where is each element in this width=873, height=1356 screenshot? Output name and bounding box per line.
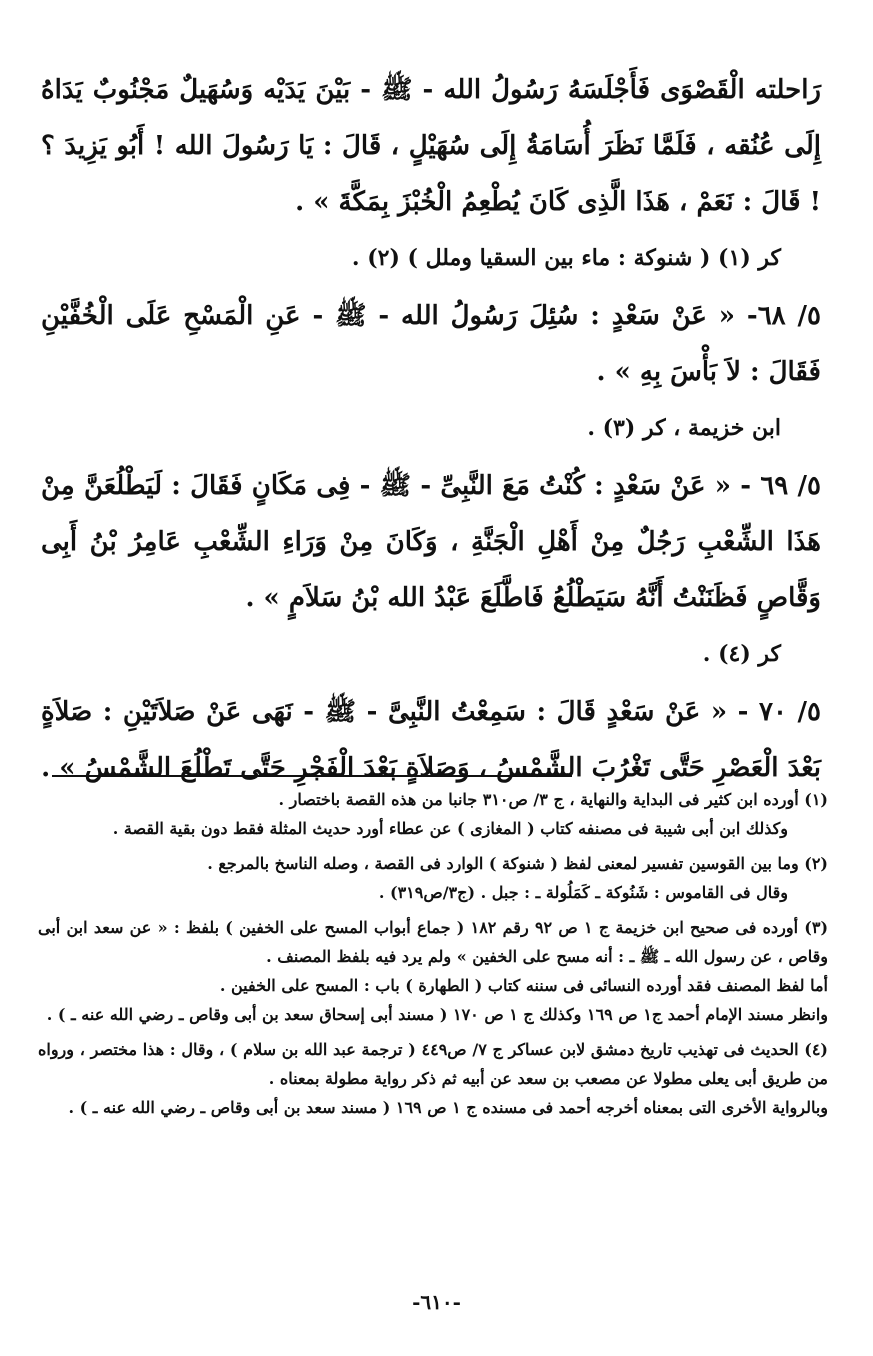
footnote-2-continued: وقال فى القاموس : شَنُوكة ـ كَمَلُولة ـ : جبل . (ج٣/ص٣١٩) .	[378, 883, 788, 902]
footnote-3-continued: أما لفظ المصنف فقد أورده النسائى فى سننه كتاب ( الطهارة ) باب : المسح على الخفين .	[219, 976, 828, 995]
source-line-68: ابن خزيمة ، كر (٣) .	[587, 415, 781, 441]
footnotes	[38, 785, 828, 1122]
footnote-separator	[52, 775, 572, 777]
footnote-3: (٣) أورده فى صحيح ابن خزيمة ج ١ ص ٩٢ رقم ١٨٢ ( جماع أبواب المسح على الخفين ) بلفظ : « عن سعد ابن أبى وقاص ، عن رسول الله ـ ﷺ ـ : أنه مسح على الخفين » ولم يرد فيه بلفظ المصنف .	[38, 918, 829, 966]
paragraph-story-end: رَاحلته الْقَصْوَى فَأَجْلَسَهُ رَسُولُ الله - ﷺ - بَيْنَ يَدَيْه وَسُهَيلٌ مَجْنُوبٌ يَدَاهُ إِلَى عُنُقه ، فَلَمَّا نَظَرَ أُسَامَةُ إِلَى سُهَيْلٍ ، قَالَ : يَا رَسُولَ الله ! أَبُو يَزِيدَ ؟ ! قَالَ : نَعَمْ ، هَذَا الَّذِى كَانَ يُطْعِمُ الْخُبْزَ بِمَكَّةَ » .	[41, 75, 821, 217]
footnote-1-continued: وكذلك ابن أبى شيبة فى مصنفه كتاب ( المغازى ) عن عطاء أورد حديث المثلة فقط دون بقية القصة .	[112, 819, 788, 838]
footnote-2: (٢) وما بين القوسين تفسير لمعنى لفظ ( شنوكة ) الوارد فى القصة ، وصله الناسخ بالمرجع .	[207, 854, 828, 873]
footnote-1: (١) أورده ابن كثير فى البداية والنهاية ، ج ٣/ ص٣١٠ جانبا من هذه القصة باختصار .	[278, 790, 828, 809]
source-line-1: كر (١) ( شنوكة : ماء بين السقيا وملل ) (٢) .	[351, 245, 781, 271]
hadith-70: ٥/ ٧٠ - « عَنْ سَعْدٍ قَالَ : سَمِعْتُ النَّبِىَّ - ﷺ - نَهَى عَنْ صَلاَتَيْنِ : صَلاَةٍ بَعْدَ الْعَصْرِ حَتَّى تَغْرُبَ الشَّمْسُ ، وَصَلاَةٍ بَعْدَ الْفَجْرِ حَتَّى تَطْلُعَ الشَّمْسُ » .	[41, 697, 821, 783]
hadith-69: ٥/ ٦٩ - « عَنْ سَعْدٍ : كُنْتُ مَعَ النَّبِىِّ - ﷺ - فِى مَكَانٍ فَقَالَ : لَيَطْلُعَنَّ مِنْ هَذَا الشِّعْبِ رَجُلٌ مِنْ أَهْلِ الْجَنَّةِ ، وَكَانَ مِنْ وَرَاءِ الشِّعْبِ عَامِرُ بْنُ أَبِى وَقَّاصٍ فَظَنَنْتُ أَنَّهُ سَيَطْلُعُ فَاطَّلَعَ عَبْدُ الله بْنُ سَلاَمٍ » .	[41, 471, 821, 613]
source-line-69: كر (٤) .	[702, 641, 781, 667]
hadith-68: ٥/ ٦٨- « عَنْ سَعْدٍ : سُئِلَ رَسُولُ الله - ﷺ - عَنِ الْمَسْحِ عَلَى الْخُفَّيْنِ فَقَالَ : لاَ بَأْسَ بِهِ » .	[41, 301, 821, 387]
footnote-4: (٤) الحديث فى تهذيب تاريخ دمشق لابن عساكر ج ٧/ ص٤٤٩ ( ترجمة عبد الله بن سلام ) ، وقال : هذا مختصر ، ورواه من طريق أبى يعلى مطولا عن مصعب بن سعد عن أبيه ثم ذكر رواية مطولة بمعناه .	[38, 1040, 828, 1088]
main-text	[41, 62, 821, 796]
footnote-4-continued: وبالرواية الأخرى التى بمعناه أخرجه أحمد فى مسنده ج ١ ص ١٦٩ ( مسند سعد بن أبى وقاص ـ رضي الله عنه ـ ) .	[68, 1098, 828, 1117]
footnote-3-continued-2: وانظر مسند الإمام أحمد ج١ ص ١٦٩ وكذلك ج ١ ص ١٧٠ ( مسند أبى إسحاق سعد بن أبى وقاص ـ رضي الله عنه ـ ) .	[46, 1005, 828, 1024]
page-number: -٦١٠-	[412, 1290, 461, 1314]
